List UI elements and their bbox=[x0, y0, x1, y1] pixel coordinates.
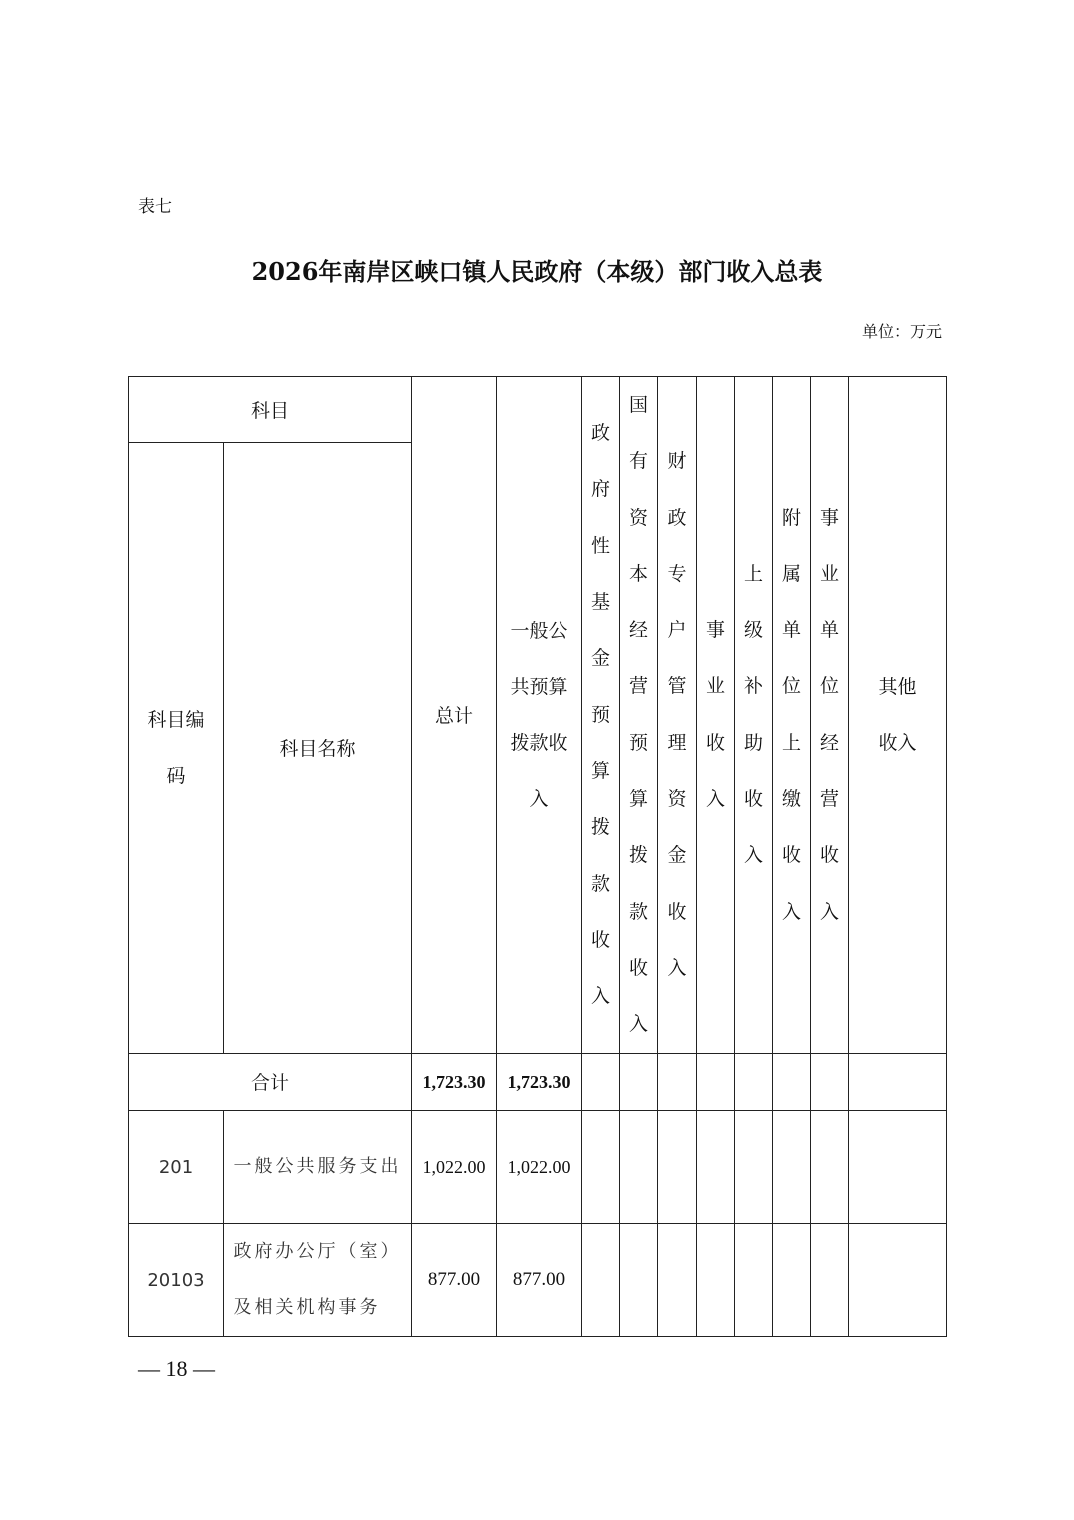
header-business-text: 事业收入 bbox=[706, 619, 726, 811]
total-gov-fund bbox=[582, 1053, 620, 1110]
header-general-budget-text: 一般公共预算拨款收入 bbox=[510, 619, 568, 810]
row-gov-fund bbox=[582, 1110, 620, 1223]
total-special-account bbox=[658, 1053, 697, 1110]
total-affiliated bbox=[773, 1053, 811, 1110]
row-name bbox=[224, 1223, 412, 1336]
header-special-account bbox=[658, 377, 697, 1054]
header-total: 总计 bbox=[412, 377, 497, 1054]
table-row bbox=[129, 1110, 947, 1223]
row-business bbox=[697, 1110, 735, 1223]
page-title: 2026年南岸区峡口镇人民政府（本级）部门收入总表 bbox=[251, 257, 823, 286]
row-name-text: 政府办公厅（室）及相关机构事务 bbox=[233, 1240, 402, 1318]
row-code bbox=[129, 1223, 224, 1336]
row-other bbox=[849, 1110, 947, 1223]
total-label: 合计 bbox=[129, 1053, 412, 1110]
total-superior-subsidy bbox=[735, 1053, 773, 1110]
total-general-budget-value: 1,723.30 bbox=[507, 1071, 571, 1092]
header-other bbox=[849, 377, 947, 1054]
header-state-capital-text: 国有资本经营预算拨款收入 bbox=[629, 394, 649, 1036]
row-gov-fund bbox=[582, 1223, 620, 1336]
row-general-budget bbox=[497, 1110, 582, 1223]
row-operating bbox=[811, 1110, 849, 1223]
header-gov-fund-text: 政府性基金预算拨款收入 bbox=[591, 422, 611, 1008]
total-general-budget bbox=[497, 1053, 582, 1110]
total-amount bbox=[412, 1053, 497, 1110]
header-subject: 科目 bbox=[129, 377, 412, 443]
income-summary-table bbox=[128, 376, 947, 1337]
table-number-label: 表七 bbox=[138, 197, 172, 217]
total-operating bbox=[811, 1053, 849, 1110]
row-code-text: 20103 bbox=[147, 1269, 205, 1291]
row-total-value: 1,022.00 bbox=[422, 1156, 486, 1177]
table-row bbox=[129, 1223, 947, 1336]
header-gov-fund bbox=[582, 377, 620, 1054]
row-state-capital bbox=[620, 1223, 658, 1336]
row-special-account bbox=[658, 1223, 697, 1336]
row-total bbox=[412, 1223, 497, 1336]
header-name: 科目名称 bbox=[224, 443, 412, 1054]
header-business bbox=[697, 377, 735, 1054]
row-name-text: 一般公共服务支出 bbox=[233, 1155, 402, 1177]
unit-label: 单位：万元 bbox=[862, 322, 943, 341]
header-other-text: 其他收入 bbox=[878, 675, 917, 754]
row-general-budget-value: 877.00 bbox=[512, 1269, 566, 1291]
header-superior-subsidy-text: 上级补助收入 bbox=[744, 562, 764, 867]
header-affiliated bbox=[773, 377, 811, 1054]
row-operating bbox=[811, 1223, 849, 1336]
row-affiliated bbox=[773, 1110, 811, 1223]
row-code bbox=[129, 1110, 224, 1223]
total-other bbox=[849, 1053, 947, 1110]
row-other bbox=[849, 1223, 947, 1336]
header-special-account-text: 财政专户管理资金收入 bbox=[667, 450, 687, 979]
header-code bbox=[129, 443, 224, 1054]
total-row bbox=[129, 1053, 947, 1110]
row-general-budget-value: 1,022.00 bbox=[507, 1156, 571, 1177]
header-operating-text: 事业单位经营收入 bbox=[820, 506, 840, 923]
total-business bbox=[697, 1053, 735, 1110]
row-code-text: 201 bbox=[158, 1156, 194, 1178]
header-superior-subsidy bbox=[735, 377, 773, 1054]
header-operating bbox=[811, 377, 849, 1054]
total-state-capital bbox=[620, 1053, 658, 1110]
row-total-value: 877.00 bbox=[427, 1269, 481, 1291]
total-amount-value: 1,723.30 bbox=[422, 1071, 486, 1092]
row-superior-subsidy bbox=[735, 1110, 773, 1223]
row-total bbox=[412, 1110, 497, 1223]
row-state-capital bbox=[620, 1110, 658, 1223]
header-code-text: 科目编码 bbox=[147, 708, 205, 787]
row-business bbox=[697, 1223, 735, 1336]
header-state-capital bbox=[620, 377, 658, 1054]
row-superior-subsidy bbox=[735, 1223, 773, 1336]
header-general-budget bbox=[497, 377, 582, 1054]
header-affiliated-text: 附属单位上缴收入 bbox=[782, 506, 802, 923]
row-special-account bbox=[658, 1110, 697, 1223]
row-name bbox=[224, 1110, 412, 1223]
page-number: — 18 — bbox=[138, 1356, 215, 1381]
row-general-budget bbox=[497, 1223, 582, 1336]
row-affiliated bbox=[773, 1223, 811, 1336]
